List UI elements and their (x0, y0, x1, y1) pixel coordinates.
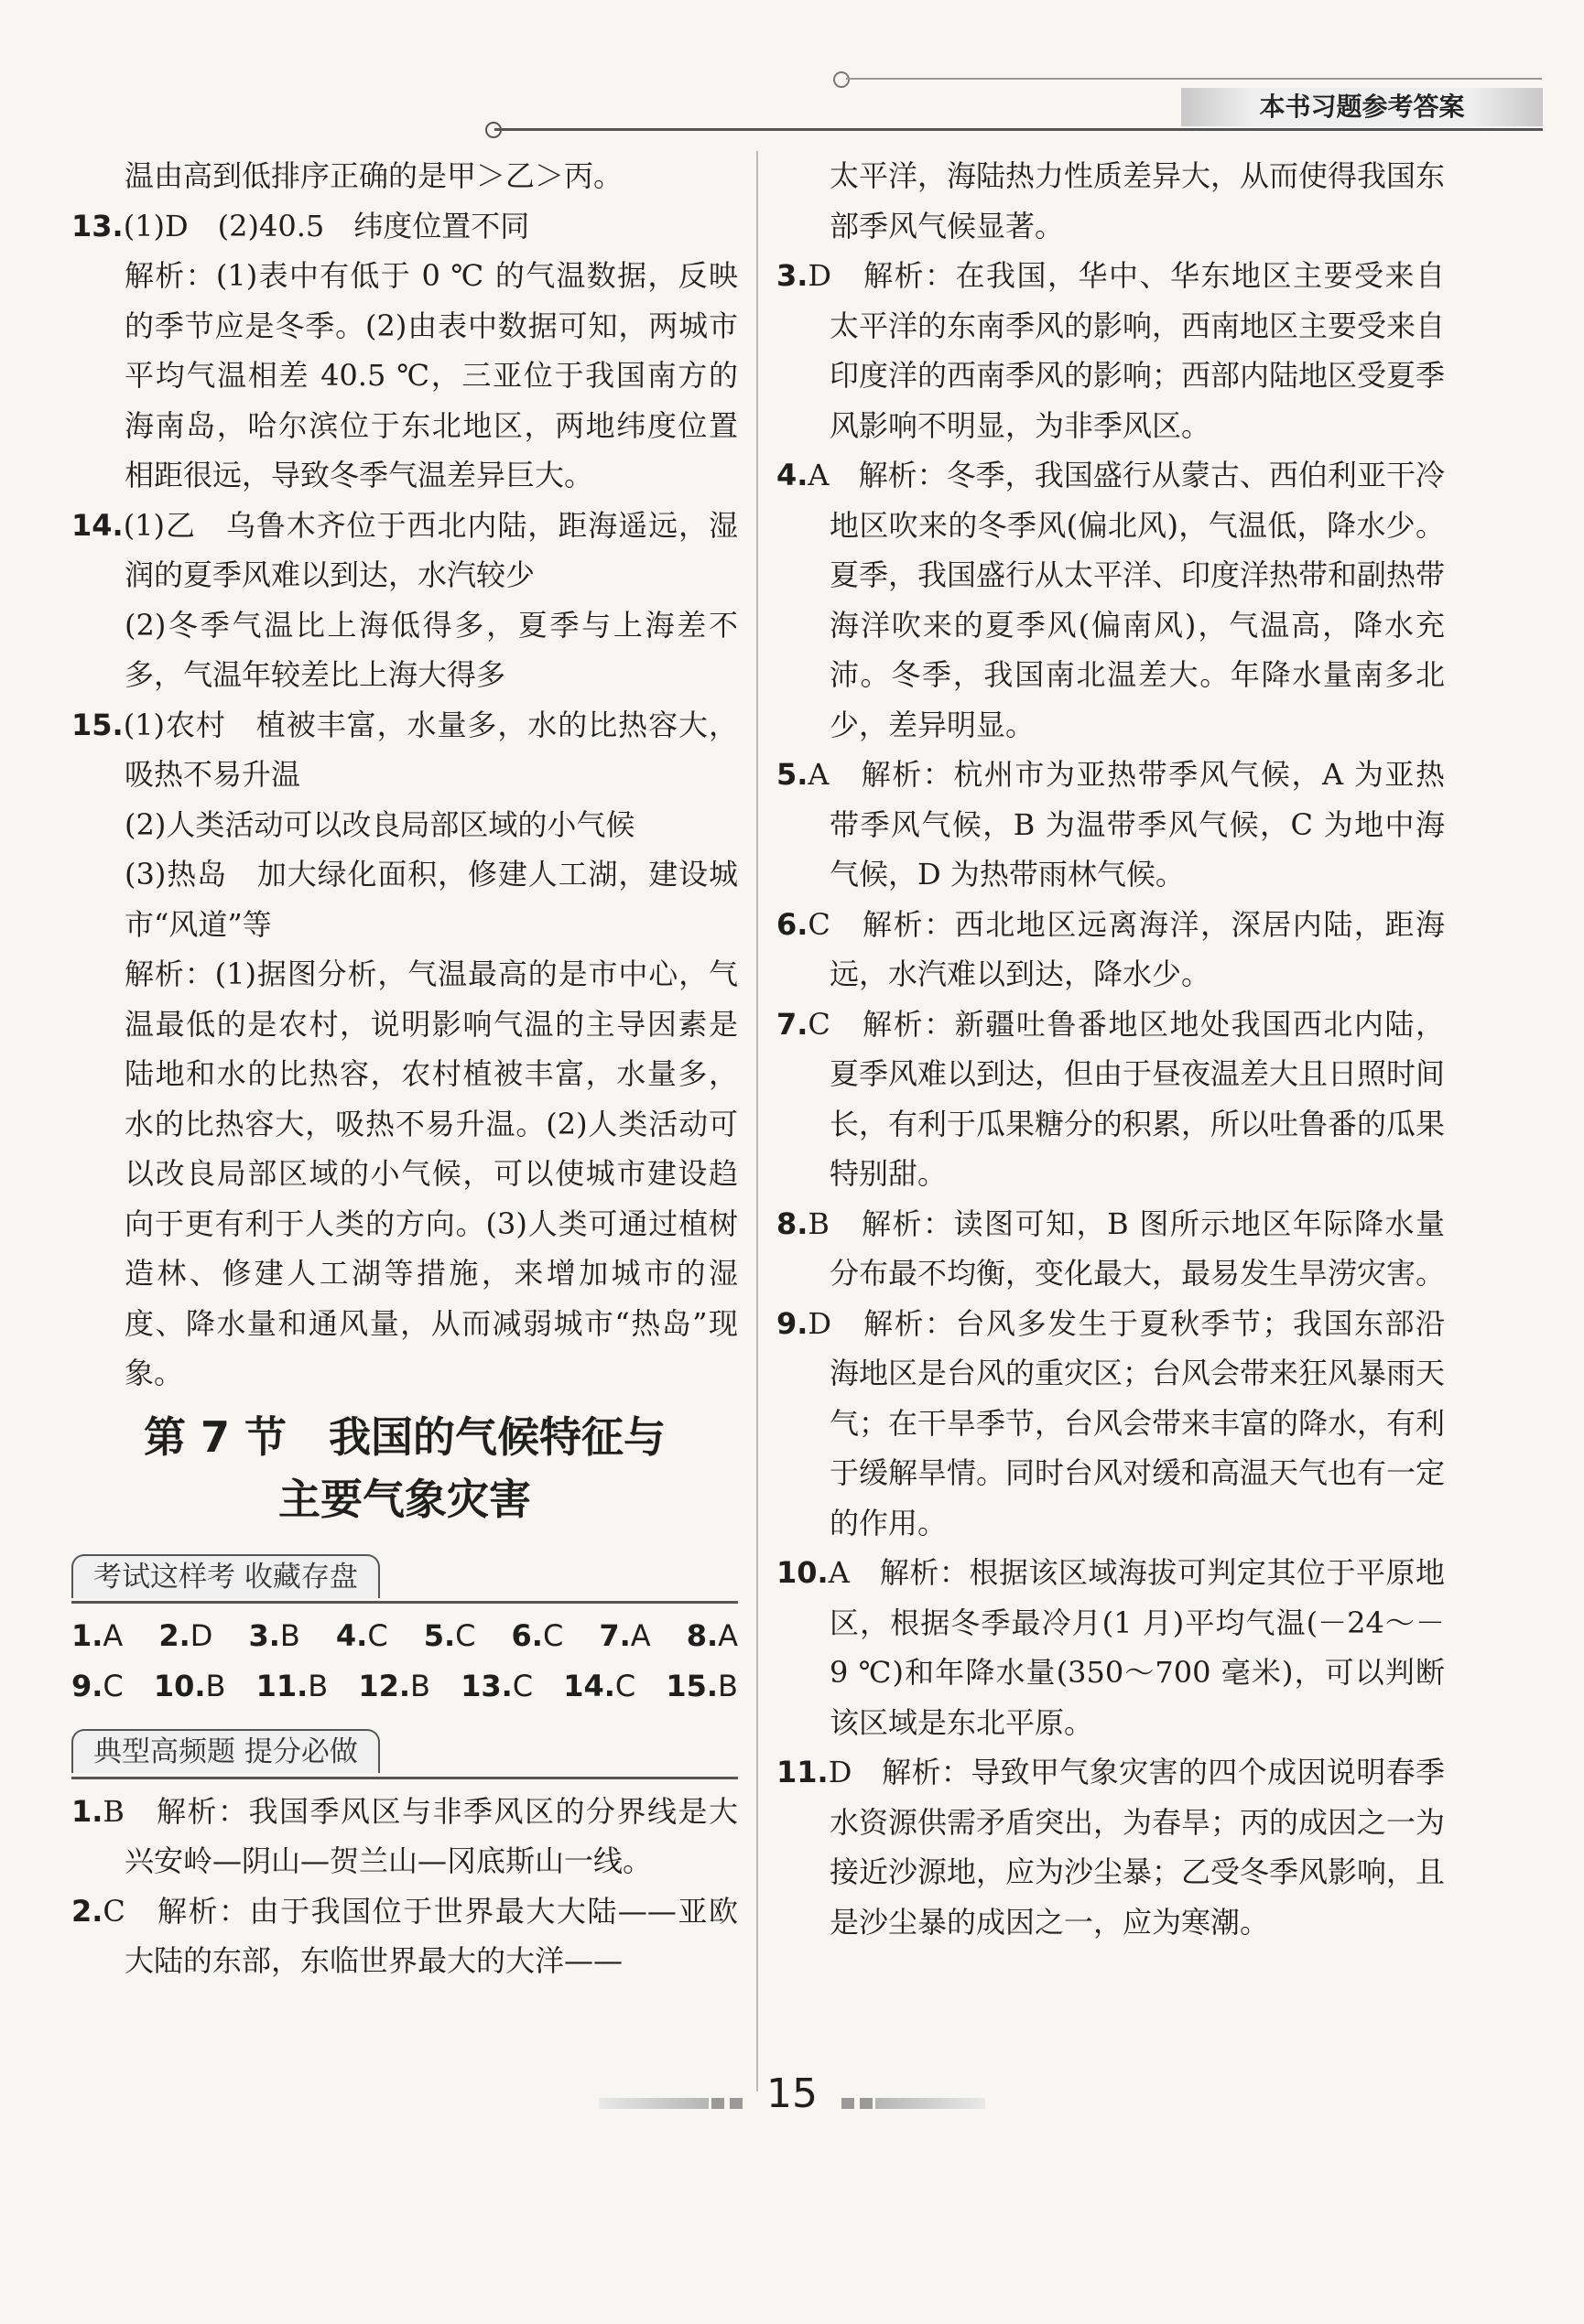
analysis-paragraph: 解析：(1)据图分析，气温最高的是市中心，气温最低的是农村，说明影响气温的主导因素是陆地和水的比热容，农村植被丰富，水量多，水的比热容大，吸热不易升温。(2)人类活动可以改良局部区域的小气候，可以使城市建设趋向于更有利于人类的方向。(3)人类可通过植树造林、修建人工湖等措施，来增加城市的湿度、降水量和通风量，从而减弱城市“热岛”现象。 (125, 957, 738, 1390)
answer-item: 13.(1)D (2)40.5 纬度位置不同 (71, 208, 530, 243)
answer-key-item: 12.B (358, 1668, 430, 1703)
header-rule (494, 128, 1543, 131)
analysis-paragraph: 解析：(1)表中有低于 0 ℃ 的气温数据，反映的季节应是冬季。(2)由表中数据可知，两城市平均气温相差 40.5 ℃，三亚位于我国南方的海南岛，哈尔滨位于东北地区，两地纬度位置相距很远，导致冬季气温差异巨大。 (125, 258, 738, 492)
paragraph: (3)热岛 加大绿化面积，修建人工湖，建设城市“风道”等 (125, 857, 738, 942)
column-divider (756, 151, 758, 2092)
footer-bar (599, 2098, 709, 2109)
paragraph: 太平洋，海陆热力性质差异大，从而使得我国东部季风气候显著。 (830, 158, 1446, 243)
answer-key-item: 15.B (666, 1668, 738, 1703)
answer-item: 11.D 解析：导致甲气象灾害的四个成因说明春季水资源供需矛盾突出，为春旱；丙的成因之一为接近沙源地，应为沙尘暴；乙受冬季风影响，且是沙尘暴的成因之一，应为寒潮。 (776, 1755, 1446, 1940)
running-header: 本书习题参考答案 (1181, 88, 1543, 126)
answer-key-item: 10.B (153, 1668, 226, 1703)
answer-key-item: 9.C (71, 1668, 124, 1703)
right-column (776, 151, 1445, 1947)
answer-item: 4.A 解析：冬季，我国盛行从蒙古、西伯利亚干冷地区吹来的冬季风(偏北风)，气温低，降水少。夏季，我国盛行从太平洋、印度洋热带和副热带海洋吹来的夏季风(偏南风)，气温高，降水充沛。冬季，我国南北温差大。年降水量南多北少，差异明显。 (776, 458, 1446, 742)
paragraph: (2)人类活动可以改良局部区域的小气候 (125, 806, 635, 842)
answer-item: 2.C 解析：由于我国位于世界最大大陆——亚欧大陆的东部，东临世界最大的大洋—— (71, 1893, 738, 1978)
answer-key-row (71, 1661, 738, 1712)
paragraph: (2)冬季气温比上海低得多，夏季与上海差不多，气温年较差比上海大得多 (125, 607, 738, 692)
tab-frequent-label: 典型高频题 提分必做 (71, 1729, 380, 1773)
footer-bar (875, 2098, 985, 2109)
answer-key-item: 3.B (248, 1618, 300, 1653)
answer-item: 6.C 解析：西北地区远离海洋，深居内陆，距海远，水汽难以到达，降水少。 (776, 906, 1445, 991)
answer-item: 5.A 解析：杭州市为亚热带季风气候，A 为亚热带季风气候，B 为温带季风气候，C 为地中海气候，D 为热带雨林气候。 (776, 757, 1445, 892)
left-column (71, 151, 738, 1986)
answer-key-row (71, 1611, 738, 1661)
header-thin-rule (846, 78, 1542, 80)
answer-item: 3.D 解析：在我国，华中、华东地区主要受来自太平洋的东南季风的影响，西南地区主要受来自印度洋的西南季风的影响；西部内陆地区受夏季风影响不明显，为非季风区。 (776, 258, 1446, 443)
answer-item: 8.B 解析：读图可知，B 图所示地区年际降水量分布最不均衡，变化最大，最易发生旱涝灾害。 (776, 1205, 1446, 1291)
answer-key-item: 8.A (686, 1618, 738, 1653)
answer-key-item: 1.A (71, 1618, 124, 1653)
tab-exam-label: 考试这样考 收藏存盘 (71, 1554, 380, 1598)
answer-key-item: 6.C (511, 1618, 564, 1653)
tab-rule (71, 1601, 738, 1604)
page-number: 15 (766, 2070, 818, 2117)
answer-item: 9.D 解析：台风多发生于夏秋季节；我国东部沿海地区是台风的重灾区；台风会带来狂风暴雨天气；在干旱季节，台风会带来丰富的降水，有利于缓解旱情。同时台风对缓和高温天气也有一定的作用。 (776, 1305, 1446, 1540)
answer-key-item: 11.B (255, 1668, 329, 1703)
answer-item: 1.B 解析：我国季风区与非季风区的分界线是大兴安岭—阴山—贺兰山—冈底斯山一线。 (71, 1793, 738, 1878)
header-ornament-dot (833, 71, 850, 88)
answer-key-item: 4.C (335, 1618, 388, 1653)
answer-key-item: 5.C (423, 1618, 476, 1653)
answer-key-item: 13.C (461, 1668, 534, 1703)
paragraph: 温由高到低排序正确的是甲＞乙＞丙。 (125, 158, 624, 193)
tab-rule (71, 1777, 738, 1779)
section-title: 第 7 节 我国的气候特征与 主要气象灾害 (143, 1411, 667, 1524)
answer-item: 10.A 解析：根据该区域海拔可判定其位于平原地区，根据冬季最冷月(1 月)平均气温(－24～－9 ℃)和年降水量(350～700 毫米)，可以判断该区域是东北平原。 (776, 1555, 1445, 1740)
answer-key-item: 7.A (599, 1618, 651, 1653)
page-footer (0, 2070, 1584, 2117)
answer-item: 14.(1)乙 乌鲁木齐位于西北内陆，距海遥远，湿润的夏季风难以到达，水汽较少 (71, 507, 738, 592)
answer-item: 7.C 解析：新疆吐鲁番地区地处我国西北内陆，夏季风难以到达，但由于昼夜温差大且日照时间长，有利于瓜果糖分的积累，所以吐鲁番的瓜果特别甜。 (776, 1006, 1446, 1191)
answer-key-item: 2.D (158, 1618, 213, 1653)
answer-item: 15.(1)农村 植被丰富，水量多，水的比热容大，吸热不易升温 (71, 707, 738, 792)
answer-key-item: 14.C (563, 1668, 636, 1703)
